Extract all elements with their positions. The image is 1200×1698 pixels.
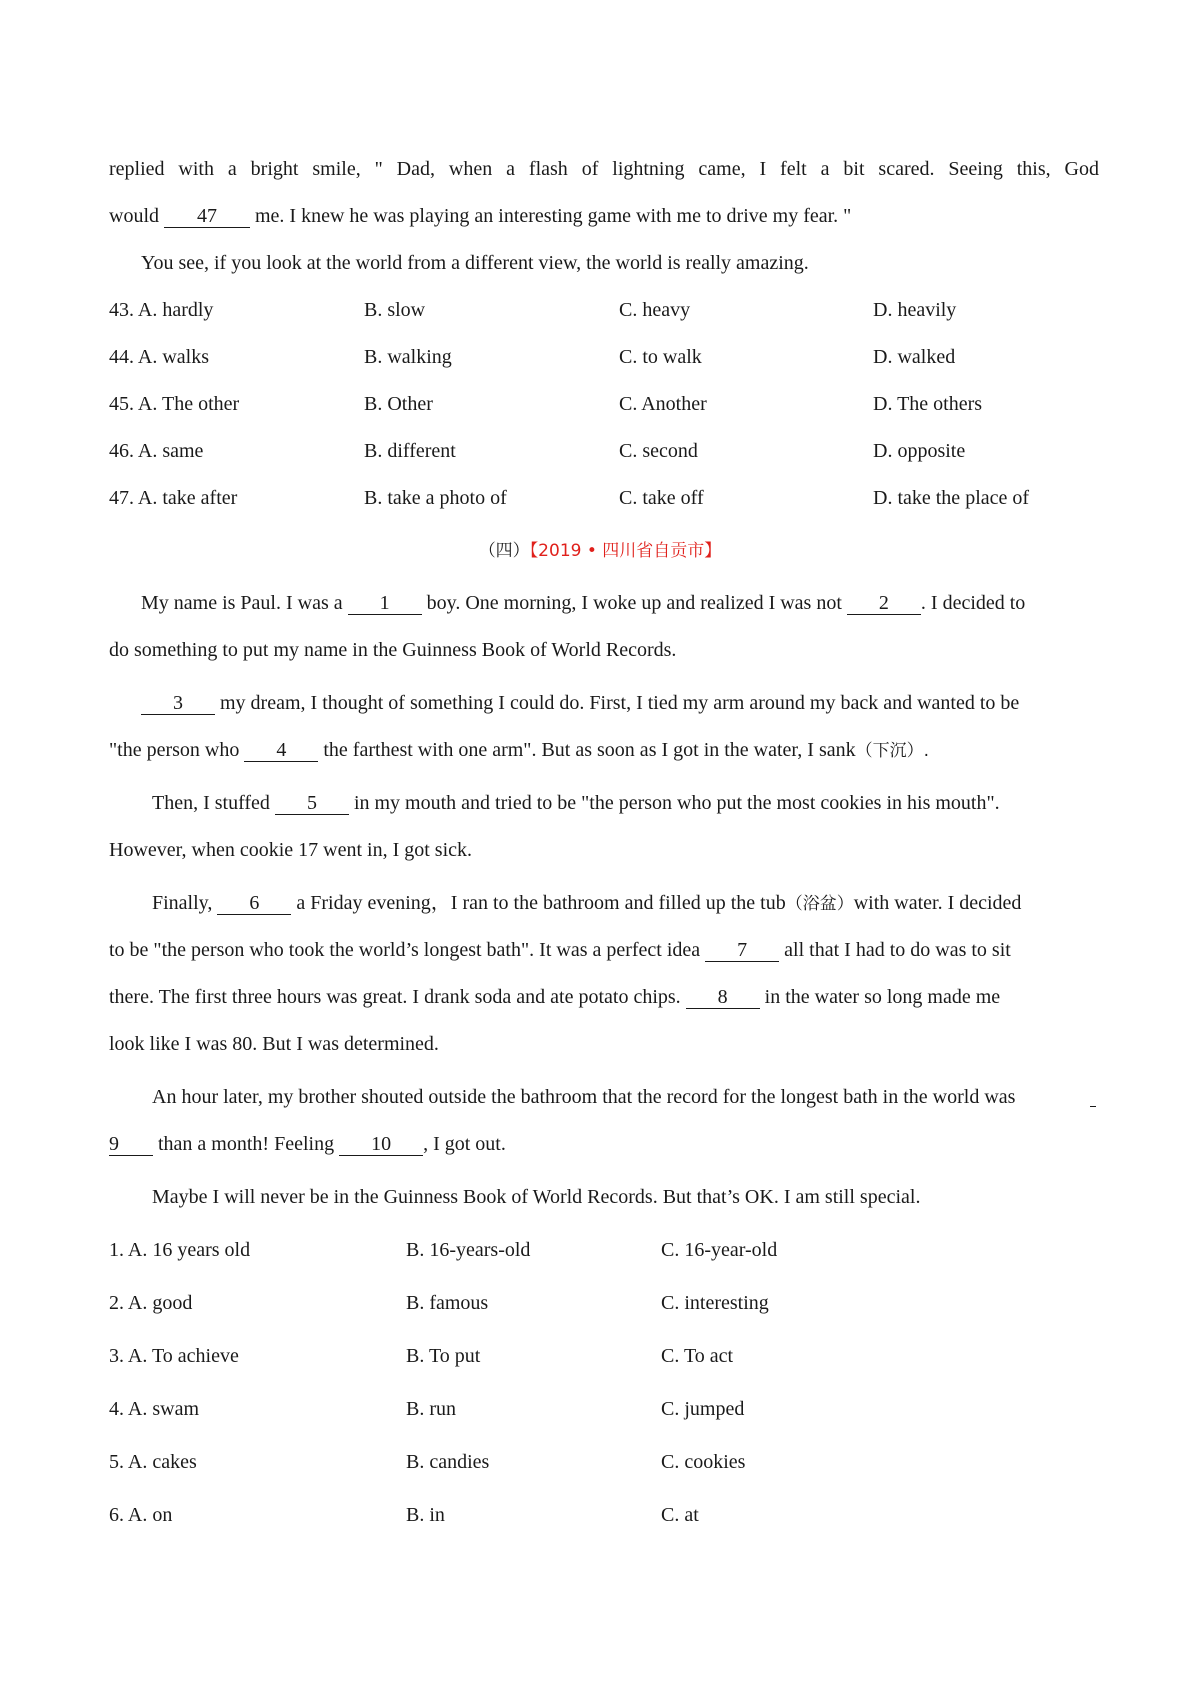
passage-line: [109, 837, 1099, 863]
option-c: C. at: [661, 1504, 699, 1526]
passage-text: a Friday evening，I ran to the bathroom and filled up the tub: [291, 892, 786, 914]
blank-10: 10: [339, 1133, 423, 1156]
section-source: 【2019 • 四川省自贡市】: [529, 541, 722, 561]
passage-line: [109, 637, 1099, 663]
passage-text: （下沉）.: [855, 741, 930, 761]
passage-text: boy. One morning, I woke up and realized I was not: [421, 592, 847, 614]
option-a: 4. A. swam: [109, 1398, 199, 1420]
option-a: 3. A. To achieve: [109, 1345, 239, 1367]
blank-tick: [1090, 1106, 1096, 1107]
option-row: [109, 1290, 1109, 1316]
passage-line: [141, 590, 1101, 616]
option-c: C. To act: [661, 1345, 734, 1367]
blank-1: 1: [348, 592, 422, 615]
passage-text: there. The first three hours was great. I drank soda and ate potato chips.: [109, 986, 686, 1008]
option-c: C. cookies: [661, 1451, 746, 1473]
passage-line: [109, 1031, 1099, 1057]
option-d: D. walked: [873, 346, 956, 368]
passage-text: my dream, I thought of something I could do. First, I tied my arm around my back and wanted to be: [215, 692, 1020, 714]
passage-text: in my mouth and tried to be "the person who put the most cookies in his mouth".: [348, 792, 1000, 814]
blank-6: 6: [217, 892, 291, 915]
passage-text: than a month! Feeling: [153, 1133, 340, 1155]
option-d: D. The others: [873, 393, 983, 415]
option-b: B. 16-years-old: [406, 1239, 531, 1261]
option-c: C. to walk: [619, 346, 702, 368]
blank-4: 4: [244, 739, 318, 762]
option-row: [109, 1343, 1109, 1369]
passage-text: would: [109, 205, 164, 227]
option-b: B. slow: [364, 299, 426, 321]
option-b: B. take a photo of: [364, 487, 507, 509]
passage-text: （浴盆）: [785, 894, 854, 914]
passage-text: do something to put my name in the Guinness Book of World Records.: [109, 639, 677, 661]
passage-text: with water. I decided: [853, 892, 1022, 914]
passage-line: [152, 1084, 1142, 1110]
option-row: [109, 344, 1109, 370]
blank-5: 5: [275, 792, 349, 815]
passage-text: look like I was 80. But I was determined.: [109, 1033, 439, 1055]
option-row: [109, 297, 1109, 323]
option-row: [109, 1237, 1109, 1263]
passage-text: . I decided to: [920, 592, 1026, 614]
passage-line: [152, 790, 1142, 816]
passage-text: all that I had to do was to sit: [779, 939, 1011, 961]
passage-line: [109, 203, 1099, 229]
option-a: 47. A. take after: [109, 487, 238, 509]
passage-text: the farthest with one arm". But as soon as I got in the water, I sank: [323, 739, 856, 761]
option-row: [109, 1396, 1109, 1422]
option-c: C. second: [619, 440, 698, 462]
option-row: [109, 485, 1109, 511]
option-d: D. take the place of: [873, 487, 1030, 509]
option-c: C. 16-year-old: [661, 1239, 778, 1261]
passage-text: "the person who: [109, 739, 245, 761]
passage-text: Then, I stuffed: [152, 792, 275, 814]
blank-47: 47: [164, 205, 250, 228]
blank-2: 2: [847, 592, 921, 615]
section-number: （四）: [478, 541, 530, 561]
passage-text: An hour later, my brother shouted outside the bathroom that the record for the longest bath in the world was: [152, 1086, 1016, 1108]
option-a: 43. A. hardly: [109, 299, 214, 321]
passage-text: However, when cookie 17 went in, I got sick.: [109, 839, 472, 861]
option-c: C. heavy: [619, 299, 691, 321]
option-b: B. famous: [406, 1292, 489, 1314]
option-d: D. opposite: [873, 440, 966, 462]
blank-7: 7: [705, 939, 779, 962]
option-a: 44. A. walks: [109, 346, 209, 368]
option-b: B. run: [406, 1398, 456, 1420]
passage-line: [109, 1131, 1099, 1157]
option-b: B. candies: [406, 1451, 490, 1473]
blank-3: 3: [141, 692, 215, 715]
option-c: C. Another: [619, 393, 707, 415]
passage-text: Maybe I will never be in the Guinness Book of World Records. But that’s OK. I am still special.: [152, 1186, 921, 1208]
option-row: [109, 438, 1109, 464]
passage-line: [152, 1184, 1142, 1210]
passage-text: , I got out.: [423, 1133, 506, 1155]
passage-line: [109, 937, 1099, 963]
option-c: C. interesting: [661, 1292, 769, 1314]
option-a: 46. A. same: [109, 440, 204, 462]
passage-line: [141, 250, 1131, 276]
option-b: B. different: [364, 440, 456, 462]
option-row: [109, 391, 1109, 417]
passage-line: [109, 737, 1099, 764]
passage-line: [152, 890, 1142, 917]
passage-text: You see, if you look at the world from a different view, the world is really amazing.: [141, 252, 809, 274]
option-a: 5. A. cakes: [109, 1451, 197, 1473]
passage-line: [109, 984, 1099, 1010]
passage-text: Finally,: [152, 892, 218, 914]
passage-text: replied with a bright smile, " Dad, when a flash of lightning came, I felt a bit scared. Seeing this, God: [109, 158, 1099, 180]
option-d: D. heavily: [873, 299, 957, 321]
option-b: B. walking: [364, 346, 452, 368]
blank-9: 9: [109, 1133, 153, 1156]
passage-text: My name is Paul. I was a: [141, 592, 348, 614]
option-a: 2. A. good: [109, 1292, 193, 1314]
passage-line: [109, 156, 1099, 182]
option-b: B. Other: [364, 393, 433, 415]
passage-text: me. I knew he was playing an interesting game with me to drive my fear. ": [250, 205, 852, 227]
option-c: C. take off: [619, 487, 704, 509]
option-a: 1. A. 16 years old: [109, 1239, 251, 1261]
option-row: [109, 1449, 1109, 1475]
blank-8: 8: [686, 986, 760, 1009]
option-b: B. To put: [406, 1345, 481, 1367]
passage-text: to be "the person who took the world’s longest bath". It was a perfect idea: [109, 939, 706, 961]
option-row: [109, 1502, 1109, 1528]
option-a: 45. A. The other: [109, 393, 240, 415]
option-a: 6. A. on: [109, 1504, 173, 1526]
section-heading: [0, 537, 1200, 564]
option-b: B. in: [406, 1504, 445, 1526]
passage-text: in the water so long made me: [759, 986, 1001, 1008]
option-c: C. jumped: [661, 1398, 745, 1420]
passage-line: [141, 690, 1091, 716]
